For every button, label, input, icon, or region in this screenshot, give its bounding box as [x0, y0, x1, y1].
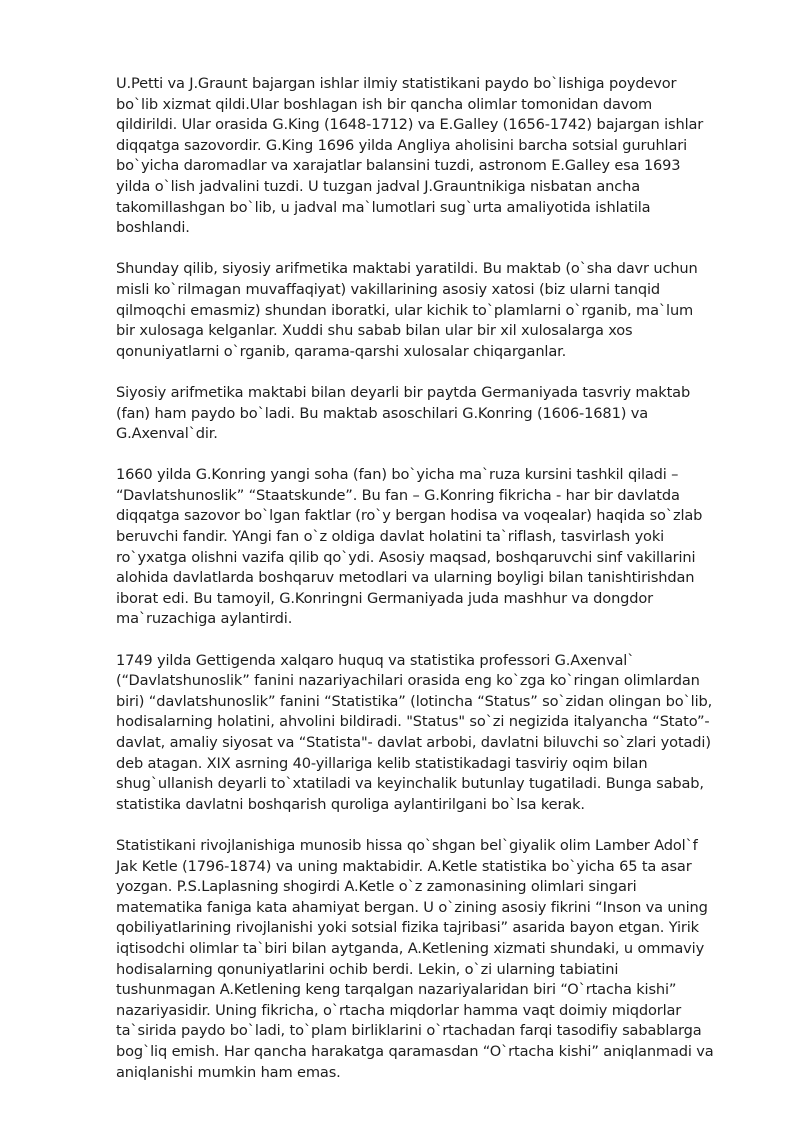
paragraph-descriptive-school: Siyosiy arifmetika maktabi bilan deyarli bir paytda Germaniyada tasvriy maktab (fan) ham paydo bo`ladi. Bu maktab asoschilari G.Konring (1606-1681) va G.Axenval`dir.	[116, 383, 691, 443]
paragraph-axenval: 1749 yilda Gettigenda xalqaro huquq va statistika professori G.Axenval` (“Davlatshunoslik” fanini nazariyachilari orasida eng ko`zga ko`ringan olimlardan biri) “davlatshunoslik” fanini “Statistika” (lotincha “Status” so`zidan olingan bo`lib, hodisalarning holatini, ahvolini bildiradi. "Status" so`zi negizida italyancha “Stato”- davlat, amaliy siyosat va “Statista"- davlat arbobi, davlatni biluvchi so`zlari yotadi) deb atagan. XIX asrning 40-yillariga kelib statistikadagi tasviriy oqim bilan shug`ullanish deyarli to`xtatiladi va keyinchalik butunlay tugatiladi. Bunga sabab, statistika davlatni boshqarish quroliga aylantirilgani bo`lsa kerak.	[116, 651, 713, 813]
paragraph-konring: 1660 yilda G.Konring yangi soha (fan) bo`yicha ma`ruza kursini tashkil qiladi – “Davlatshunoslik” “Staatskunde”. Bu fan – G.Konring fikricha - har bir davlatda diqqatga sazovor bo`lgan faktlar (ro`y bergan hodisa va voqealar) haqida so`zlab beruvchi fandir. YAngi fan o`z oldiga davlat holatini ta`riflash, tasvirlash yoki ro`yxatga olishni vazifa qilib qo`ydi. Asosiy maqsad, boshqaruvchi sinf vakillarini alohida davlatlarda boshqaruv metodlari va ularning boyligi bilan tanishtirishdan iborat edi. Bu tamoyil, G.Konringni Germaniyada juda mashhur va dongdor ma`ruzachiga aylantirdi.	[116, 466, 703, 628]
paragraph-petti-graunt: U.Petti va J.Graunt bajargan ishlar ilmiy statistikani paydo bo`lishiga poydevor bo`lib xizmat qildi.Ular boshlagan ish bir qancha olimlar tomonidan davom qildirildi. Ular orasida G.King (1648-1712) va E.Galley (1656-1742) bajargan ishlar diqqatga sazovordir. G.King 1696 yilda Angliya aholisini barcha sotsial guruhlari bo`yicha daromadlar va xarajatlar balansini tuzdi, astronom E.Galley esa 1693 yilda o`lish jadvalini tuzdi. U tuzgan jadval J.Grauntnikiga nisbatan ancha takomillashgan bo`lib, u jadval ma`lumotlari sug`urta amaliyotida ishlatila boshlandi.	[116, 75, 704, 237]
paragraph-political-arithmetic: Shunday qilib, siyosiy arifmetika maktabi yaratildi. Bu maktab (o`sha davr uchun misli ko`rilmagan muvaffaqiyat) vakillarining asosiy xatosi (biz ularni tanqid qilmoqchi emasmiz) shundan iboratki, ular kichik to`plamlarni o`rganib, ma`lum bir xulosaga kelganlar. Xuddi shu sabab bilan ular bir xil xulosalarga xos qonuniyatlarni o`rganib, qarama-qarshi xulosalar chiqarganlar.	[116, 260, 698, 360]
paragraph-ketle: Statistikani rivojlanishiga munosib hissa qo`shgan bel`giyalik olim Lamber Adol`f Jak Ketle (1796-1874) va uning maktabidir. A.Ketle statistika bo`yicha 65 ta asar yozgan. P.S.Laplasning shogirdi A.Ketle o`z zamonasining olimlari singari matematika faniga kata ahamiyat bergan. U o`zining asosiy fikrini “Inson va uning qobiliyatlarining rivojlanishi yoki sotsial fizika tajribasi” asarida bayon etgan. Yirik iqtisodchi olimlar ta`biri bilan aytganda, A.Ketlening xizmati shundaki, u ommaviy hodisalarning qonuniyatlarini ochib berdi. Lekin, o`zi ularning tabiatini tushunmagan A.Ketlening keng tarqalgan nazariyalaridan biri “O`rtacha kishi” nazariyasidir. Uning fikricha, o`rtacha miqdorlar hamma vaqt doimiy miqdorlar ta`sirida paydo bo`ladi, to`plam birliklarini o`rtachadan farqi tasodifiy sabablarga bog`liq emish. Har qancha harakatga qaramasdan “O`rtacha kishi” aniqlanmadi va aniqlanishi mumkin ham emas.	[116, 836, 714, 1081]
document-page	[116, 74, 716, 1104]
